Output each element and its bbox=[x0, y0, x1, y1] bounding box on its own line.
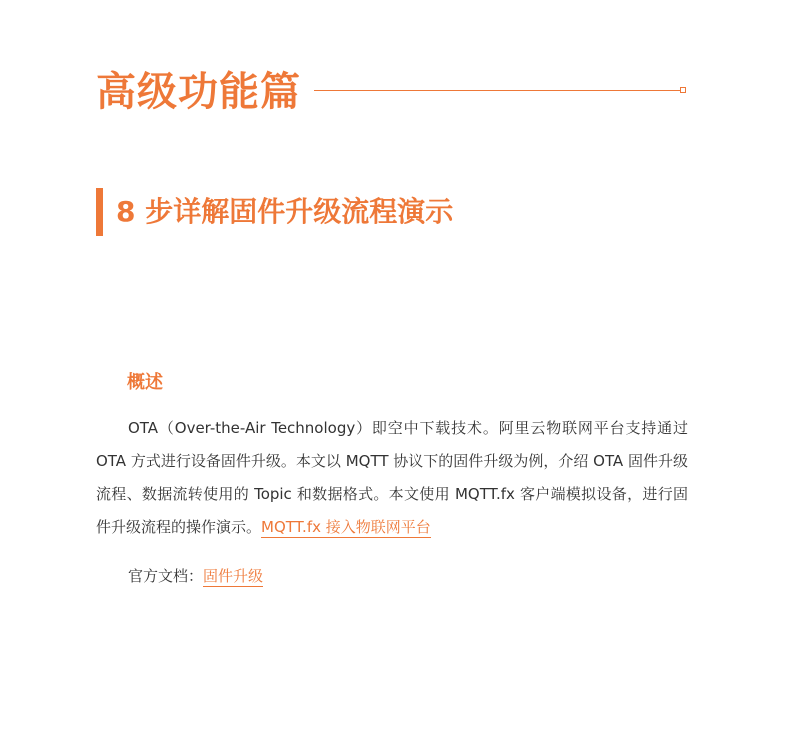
section-heading: 8 步详解固件升级流程演示 bbox=[116, 195, 454, 228]
page-title: 高级功能篇 bbox=[96, 69, 301, 115]
section-accent-bar bbox=[96, 188, 103, 236]
official-docs-label: 官方文档： bbox=[128, 567, 204, 585]
overview-paragraph-text: OTA（Over-the-Air Technology）即空中下载技术。阿里云物联网平台支持通过 OTA 方式进行设备固件升级。本文以 MQTT 协议下的固件升级为例，介绍 OTA 固件升级流程、数据流转使用的 Topic 和数据格式。本文使用 MQTT.fx 客户端模拟设备，进行固件升级流程的操作演示。 bbox=[96, 419, 688, 536]
official-docs-line bbox=[128, 560, 263, 593]
title-divider-line bbox=[314, 90, 680, 91]
title-divider-end-marker bbox=[680, 87, 686, 93]
overview-paragraph bbox=[96, 412, 688, 544]
overview-heading: 概述 bbox=[127, 372, 163, 393]
firmware-upgrade-link[interactable]: 固件升级 bbox=[203, 567, 264, 585]
mqtt-fx-link[interactable]: MQTT.fx 接入物联网平台 bbox=[261, 518, 431, 536]
